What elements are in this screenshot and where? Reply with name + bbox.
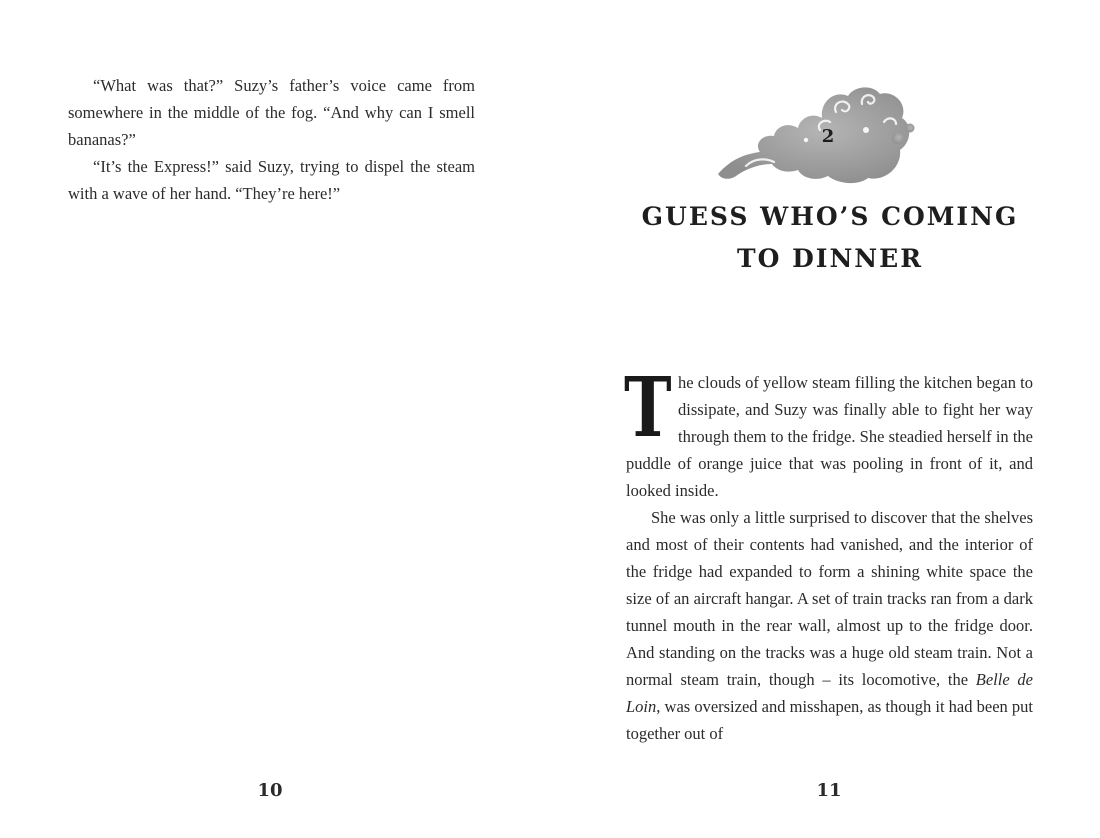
page-number: 10: [257, 780, 283, 801]
right-page-text: [624, 360, 1033, 747]
chapter-title-line: TO DINNER: [737, 244, 923, 273]
paragraph-text: , was oversized and misshapen, as though it had been put together out of: [626, 697, 1033, 743]
left-page-text: [68, 72, 475, 207]
page-number: 11: [816, 780, 842, 801]
paragraph-text: he clouds of yellow steam filling the kitchen began to dissipate, and Suzy was finally able to fight her way through them to the fridge. She steadied herself in the puddle of orange juice that was pooling in front of it, and looked inside.: [626, 373, 1033, 500]
paragraph: [626, 504, 1033, 747]
opening-paragraph: [624, 360, 1033, 504]
paragraph: “It’s the Express!” said Suzy, trying to dispel the steam with a wave of her hand. “They’re here!”: [68, 157, 475, 203]
chapter-number: 2: [821, 126, 835, 147]
paragraph: “What was that?” Suzy’s father’s voice came from somewhere in the middle of the fog. “And why can I smell bananas?”: [68, 76, 475, 149]
chapter-title-line: GUESS WHO’S COMING: [641, 202, 1019, 231]
train-name: Belle de Loin: [626, 670, 1033, 716]
drop-cap: T: [624, 360, 671, 456]
right-page: [550, 0, 1100, 838]
paragraph-text: She was only a little surprised to discover that the shelves and most of their contents had vanished, and the interior of the fridge had expanded to form a shining white space the size of an aircraft hangar. A set of train tracks ran from a dark tunnel mouth in the rear wall, almost up to the fridge door. And standing on the tracks was a huge old steam train. Not a normal steam train, though – its locomotive, the: [626, 508, 1033, 689]
chapter-title: [620, 196, 1040, 280]
